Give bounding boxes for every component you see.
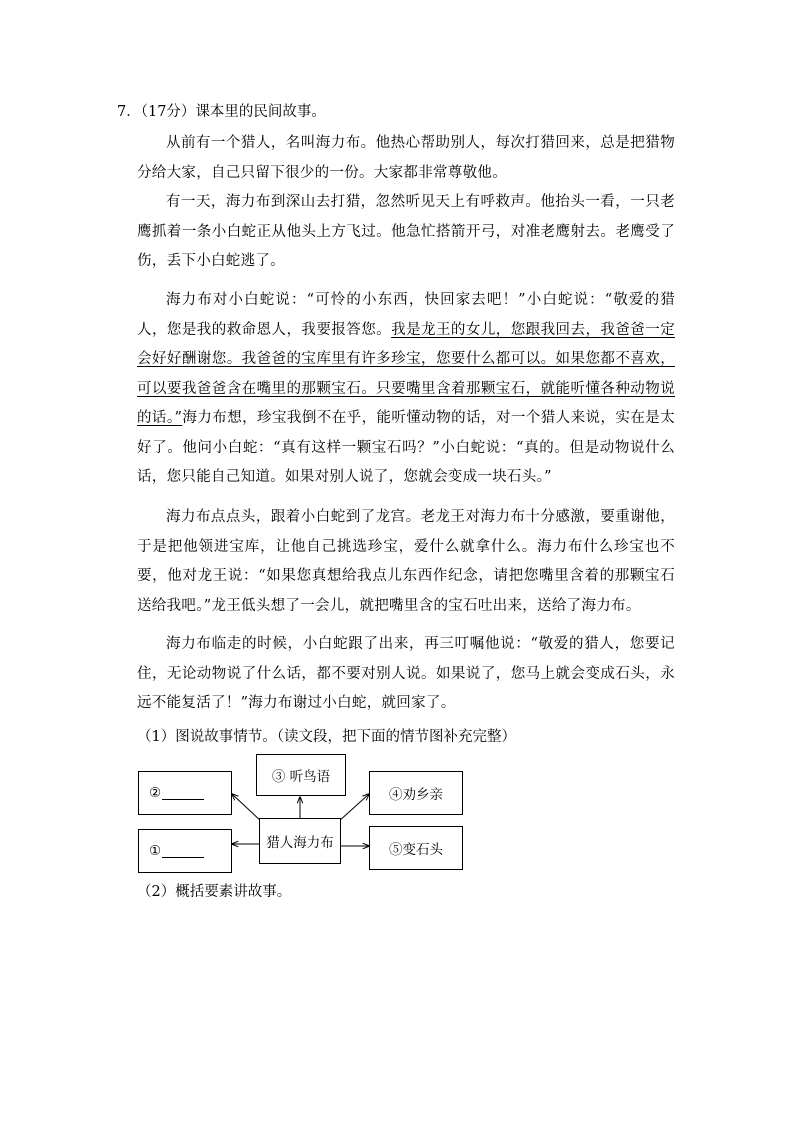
arrow-to-node-4 bbox=[338, 794, 369, 822]
node-3-label: ③ 听鸟语 bbox=[271, 769, 331, 785]
node-5-label: ⑤变石头 bbox=[389, 842, 443, 858]
question-title: 课本里的民间故事。 bbox=[195, 104, 326, 120]
plot-node-5 bbox=[369, 826, 463, 870]
plot-center-node bbox=[259, 818, 341, 864]
node-2-label: ② bbox=[149, 785, 162, 801]
story-p3-after: 海力布想，珍宝我倒不在乎，能听懂动物的话，对一个猎人来说，实在是太好了。他问小白蛇：“真有这样一颗宝石吗？”小白蛇说：“真的。但是动物说什么话，您只能自己知道。如果对别人说了，您就会变成一块石头。” bbox=[137, 410, 675, 485]
arrow-to-node-2 bbox=[232, 794, 262, 822]
plot-node-3 bbox=[256, 754, 346, 796]
plot-node-1[interactable] bbox=[138, 829, 232, 873]
story-paragraph-5: 海力布临走的时候，小白蛇跟了出来，再三叮嘱他说：“敬爱的猎人，您要记住，无论动物说了什么话，都不要对别人说。如果说了，您马上就会变成石头，永远不能复活了！”海力布谢过小白蛇，就回家了。 bbox=[137, 636, 675, 711]
node-1-blank[interactable] bbox=[162, 844, 204, 858]
story-paragraph-2: 有一天，海力布到深山去打猎，忽然听见天上有呼救声。他抬头一看，一只老鹰抓着一条小白蛇正从他头上方飞过。他急忙搭箭开弓，对准老鹰射去。老鹰受了伤，丢下小白蛇逃了。 bbox=[137, 194, 675, 269]
sub-question-1: （1）图说故事情节。（读文段，把下面的情节图补充完整） bbox=[137, 729, 516, 745]
plot-node-2[interactable] bbox=[138, 771, 232, 815]
story-paragraph-1: 从前有一个猎人，名叫海力布。他热心帮助别人，每次打猎回来，总是把猎物分给大家，自己只留下很少的一份。大家都非常尊敬他。 bbox=[137, 135, 675, 181]
center-node-label: 猎人海力布 bbox=[266, 835, 334, 851]
node-2-blank[interactable] bbox=[162, 786, 204, 800]
question-score: （17分） bbox=[140, 104, 196, 120]
story-p3-before: 海力布对小白蛇说：“可怜的小东西，快回家去吧！”小白蛇说：“敬爱的猎人，您是我的救命恩人，我要报答您。 bbox=[137, 292, 675, 338]
story-paragraph-4: 海力布点点头，跟着小白蛇到了龙宫。老龙王对海力布十分感激，要重谢他，于是把他领进宝库，让他自己挑选珍宝，爱什么就拿什么。海力布什么珍宝也不要，他对龙王说：“如果您真想给我点儿东西作纪念，请把您嘴里含着的那颗宝石送给我吧。”龙王低头想了一会儿，就把嘴里含的宝石吐出来，送给了海力布。 bbox=[137, 509, 675, 614]
sub-question-2: （2）概括要素讲故事。 bbox=[137, 884, 292, 900]
node-1-label: ① bbox=[149, 843, 162, 859]
node-4-label: ④劝乡亲 bbox=[389, 787, 443, 803]
plot-node-4 bbox=[369, 771, 463, 815]
story-p3-underlined: 我是龙王的女儿，您跟我回去，我爸爸一定会好好酬谢您。我爸爸的宝库里有许多珍宝，您要什么都可以。如果您都不喜欢，可以要我爸爸含在嘴里的那颗宝石。只要嘴里含着那颗宝石，就能听懂各种动物说的话。” bbox=[137, 321, 675, 426]
question-number: 7． bbox=[117, 104, 141, 120]
